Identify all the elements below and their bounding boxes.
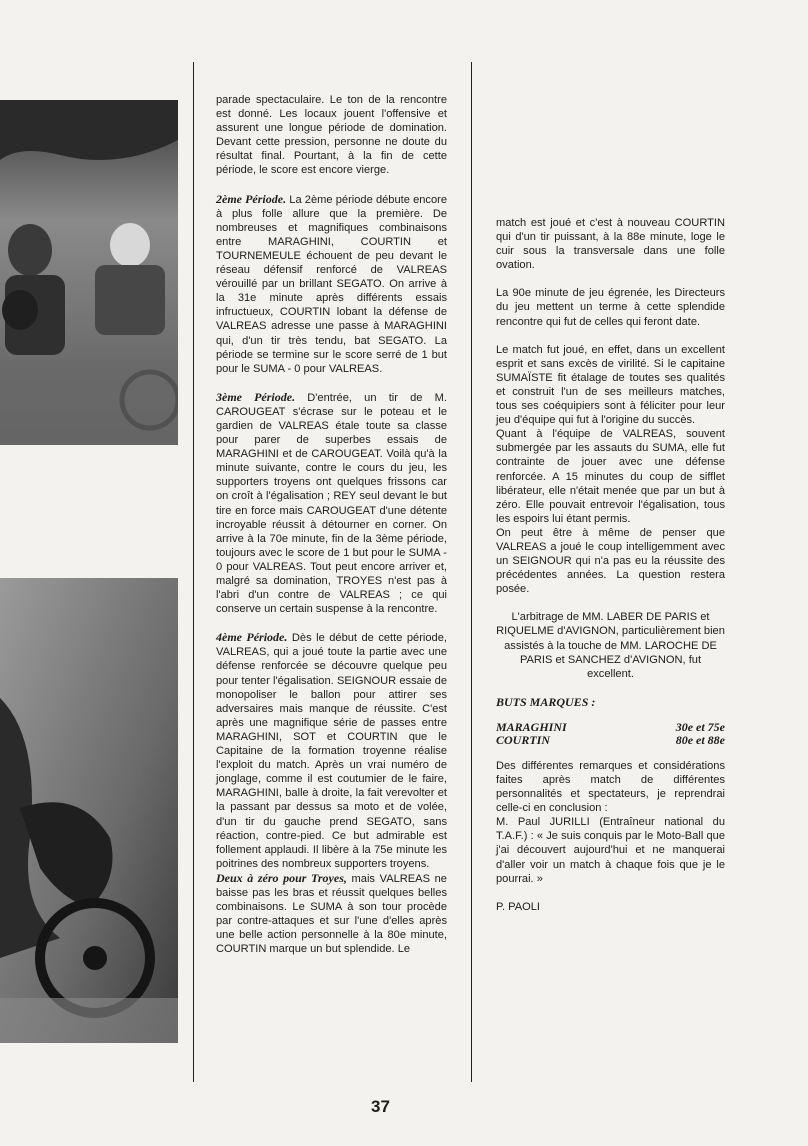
paragraph: L'arbitrage de MM. LABER DE PARIS et RIQUELME d'AVIGNON, particulièrement bien assistés à la touche de MM. LAROCHE DE PARIS et SANCHEZ d'AVIGNON, fut excellent. — [496, 611, 725, 680]
section-heading: 4ème Période. — [216, 630, 288, 645]
column-rule-left — [193, 62, 194, 1082]
scorer-minutes: 30e et 75e — [675, 719, 725, 734]
scorer-row — [496, 721, 725, 734]
paragraph-text: mais VALREAS ne baisse pas les bras et réussit quelques belles combinaisons. Le SUMA à son tour procède par contre-attaques et sur l'une d'elles après une belle action personnelle à la 80e minute, COURTIN marque un but splendide. Le — [216, 872, 447, 956]
paragraph: Le match fut joué, en effet, dans un excellent esprit et sans excès de virilité. Si le capitaine SUMAÏSTE fit étalage de toutes ses qualités et construit l'un de ses meilleurs matches, tous ses coéquipiers sont à féliciter pour leur jeu d'équipe qui fut à l'origine du succès. — [496, 343, 725, 427]
author-signature: P. PAOLI — [496, 900, 540, 913]
paragraph: Des différentes remarques et considérations faites après match de différentes personnalités et spectateurs, je reprendrai celle-ci en conclusion : — [496, 759, 725, 815]
photo-rider-bottom — [0, 578, 178, 1043]
paragraph — [216, 390, 447, 617]
scorer-row — [496, 734, 725, 747]
paragraph — [216, 871, 447, 957]
paragraph — [216, 630, 447, 871]
paragraph-text: Dès le début de cette période, VALREAS, qui a joué toute la partie avec une défense renforcée se découvre quelque peu pour tenter l'égalisation. SEIGNOUR essaie de monopoliser le ballon pour attirer ses adversaires mais manque de réussite. C'est après une magnifique série de passes entre MARAGHINI, SOT et COURTIN que le Capitaine de la formation troyenne réalise l'exploit du match. Après un vrai numéro de jonglage, comme il est coutumier de le faire, MARAGHINI, balle à droite, la fait verevolter et la passant par dessus sa moto et de volée, d'un tir du gauche prend SEGATO, sans réaction, contre-pied. Ce but admirable est follement applaudi. Il libère à la 75e minute les poitrines des nombreux supporters troyens. — [216, 632, 447, 870]
paragraph: Quant à l'équipe de VALREAS, souvent submergée par les assauts du SUMA, elle fut contrainte de jouer avec une défense renforcée. A 15 minutes du coup de sifflet libérateur, elle n'était menée que par un but à zéro. Elle pouvait entrevoir l'égalisation, tous les espoirs lui étant permis. — [496, 428, 725, 525]
section-heading: Deux à zéro pour Troyes, — [216, 870, 347, 885]
scorer-minutes: 80e et 88e — [675, 732, 725, 747]
paragraph: M. Paul JURILLI (Entraîneur national du T.A.F.) : « Je suis conquis par le Moto-Ball que j'ai découvert aujourd'hui et ne manquerai d'aller voir un match à chaque fois que je le pourrai. » — [496, 816, 725, 885]
section-heading: 2ème Période. — [216, 191, 287, 206]
page-number: 37 — [371, 1097, 390, 1116]
goals-title: BUTS MARQUES : — [496, 694, 596, 709]
article-column-right — [496, 216, 725, 914]
paragraph: parade spectaculaire. Le ton de la rencontre est donné. Les locaux jouent l'offensive et assurent une longue période de domination. Devant cette pression, personne ne doute du résultat final. Pourtant, à la fin de cette période, le score est encore vierge. — [216, 94, 447, 177]
scorer-name: COURTIN — [496, 732, 551, 747]
article-column-middle — [216, 93, 447, 956]
paragraph — [216, 192, 447, 376]
paragraph-text: D'entrée, un tir de M. CAROUGEAT s'écrase sur le poteau et le gardien de VALREAS étale toute sa classe pour parer de superbes essais de MARAGHINI et de CAROUGEAT. Voilà qu'à la minute suivante, contre le cours du jeu, les supporters troyens ont quelques frissons car on croît à l'égalisation ; REY seul devant le but tire en force mais CAROUGEAT d'une détente incroyable réussit à détourner en corner. On arrive à la 70e minute, fin de la 3ème période, toujours avec le score de 1 but pour le SUMA - 0 pour VALREAS. Tout peut encore arriver et, malgré sa domination, TROYES n'est pas à l'abri d'un contre de VALREAS ; ce qui conserve un certain suspense à la rencontre. — [216, 391, 447, 616]
photo-riders-top — [0, 100, 178, 445]
scorer-name: MARAGHINI — [496, 719, 567, 734]
column-rule-middle — [471, 62, 472, 1082]
paragraph-text: La 2ème période débute encore à plus folle allure que la première. De nombreuses et magnifiques combinaisons entre MARAGHINI, COURTIN et TOURNEMEULE échouent de peu devant le réseau défensif renforcé de VALREAS vérouillé par un brillant SEGATO. On arrive à la 31e minute après différents essais infructueux, COURTIN lobant la défense de VALREAS adresse une passe à MARAGHINI qui, d'un tir très tendu, bat SEGATO. La période se termine sur le score serré de 1 but pour le SUMA - 0 pour VALREAS. — [216, 193, 447, 375]
section-heading: 3ème Période. — [216, 389, 296, 404]
paragraph: La 90e minute de jeu égrenée, les Directeurs du jeu mettent un terme à cette splendide rencontre qui fut de celles qui feront date. — [496, 287, 725, 328]
paragraph: match est joué et c'est à nouveau COURTIN qui d'un tir puissant, à la 88e minute, loge le cuir sous la transversale dans une folle ovation. — [496, 217, 725, 272]
paragraph: On peut être à même de penser que VALREAS a joué le coup intelligemment avec un SEIGNOUR qui n'a pas eu la réussite des précédentes années. La question restera posée. — [496, 526, 725, 596]
